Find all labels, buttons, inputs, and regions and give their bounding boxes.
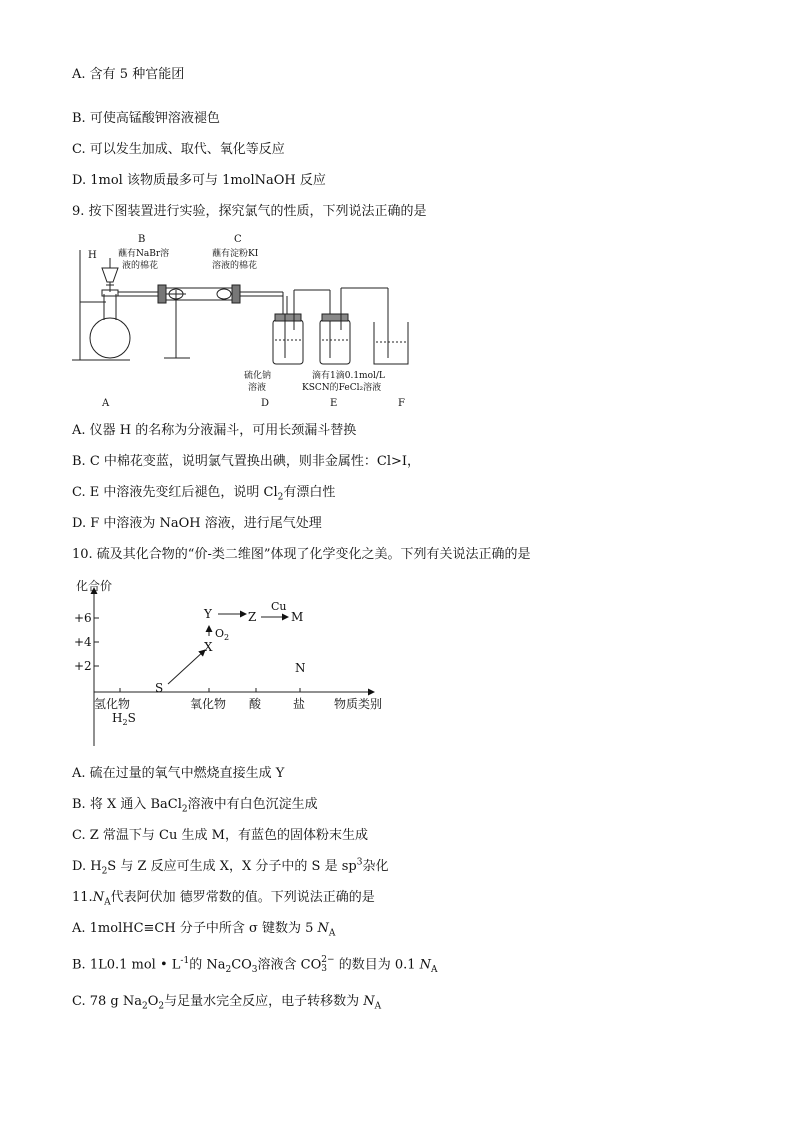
y-tick-2: +2	[74, 659, 92, 673]
q10-option-b: B. 将 X 通入 BaCl$_2$溶液中有白色沉淀生成	[72, 797, 318, 815]
point-m: M	[291, 610, 304, 624]
q9-apparatus-figure	[68, 230, 418, 410]
note-d-2: 溶液	[248, 383, 267, 393]
note-c-2: 溶液的棉花	[212, 261, 258, 271]
arrow-o2: $O_2$	[215, 627, 230, 642]
point-z: Z	[248, 610, 257, 624]
label-d: D	[261, 398, 270, 409]
y-tick-6: +6	[74, 611, 92, 625]
x-tick-acid: 酸	[249, 697, 262, 711]
note-d-1: 硫化钠	[244, 371, 272, 381]
note-c-1: 蘸有淀粉KI	[212, 249, 259, 259]
q11-stem: $11.N_A$代表阿伏加 德罗常数的值。下列说法正确的是	[72, 890, 375, 908]
point-s: S	[155, 681, 164, 695]
q11-option-c: C. 78 g $Na_2O_2$与足量水完全反应，电子转移数为 $N_A$	[72, 994, 382, 1012]
arrow-cu: Cu	[271, 600, 287, 613]
label-e: E	[330, 398, 338, 409]
point-x: X	[204, 640, 213, 654]
q10-option-c: C. Z 常温下与 Cu 生成 M，有蓝色的固体粉末生成	[72, 828, 368, 843]
x-tick-salt: 盐	[293, 697, 306, 711]
q8-option-a: A. 含有 5 种官能团	[72, 67, 185, 82]
label-a: A	[102, 398, 110, 409]
q9-stem: 9. 按下图装置进行实验，探究氯气的性质，下列说法正确的是	[72, 204, 427, 219]
q10-valence-class-diagram	[72, 574, 402, 754]
label-h: H	[88, 250, 97, 261]
note-e-2: KSCN的FeCl₂溶液	[302, 383, 382, 393]
note-e-1: 滴有1滴0.1mol/L	[312, 371, 385, 381]
q9-option-a: A. 仪器 H 的名称为分液漏斗，可用长颈漏斗替换	[72, 423, 357, 438]
q11-option-a: A. 1molHC≡CH 分子中所含 σ 键数为 5 $N_A$	[72, 921, 336, 939]
q8-option-d: D. 1mol 该物质最多可与 1molNaOH 反应	[72, 173, 326, 188]
point-n: N	[295, 661, 306, 675]
q9-option-b: B. C 中棉花变蓝，说明氯气置换出碘，则非金属性：Cl>I，	[72, 454, 421, 469]
point-y: Y	[204, 607, 212, 621]
x-tick-hydride: 氢化物	[94, 697, 131, 711]
q8-option-c: C. 可以发生加成、取代、氧化等反应	[72, 142, 285, 157]
x-axis-title: 物质类别	[334, 697, 383, 711]
q10-stem: 10. 硫及其化合物的“价-类二维图”体现了化学变化之美。下列有关说法正确的是	[72, 547, 531, 562]
q8-option-b: B. 可使高锰酸钾溶液褪色	[72, 111, 220, 126]
y-axis-title: 化合价	[76, 579, 113, 593]
q9-option-d: D. F 中溶液为 NaOH 溶液，进行尾气处理	[72, 516, 322, 531]
note-b-2: 液的棉花	[122, 261, 159, 271]
q10-option-d: D. $H_2S$ 与 Z 反应可生成 X，X 分子中的 S 是 $sp^3$杂化	[72, 857, 389, 877]
y-tick-4: +4	[74, 635, 92, 649]
label-c: C	[234, 234, 242, 245]
note-b-1: 蘸有NaBr溶	[118, 249, 170, 259]
q10-option-a: A. 硫在过量的氧气中燃烧直接生成 Y	[72, 766, 285, 781]
point-h2s: $H_2S$	[112, 711, 136, 727]
q9-option-c: C. E 中溶液先变红后褪色，说明 $Cl_2$有漂白性	[72, 485, 336, 503]
label-b: B	[138, 234, 146, 245]
q11-option-b: B. 1L0.1 mol • $L^{-1}$的 $Na_2CO_3$溶液含 CO 2− 3 的数目为 0.1 $N_A$	[72, 955, 438, 976]
x-tick-oxide: 氧化物	[190, 697, 227, 711]
label-f: F	[398, 398, 405, 409]
